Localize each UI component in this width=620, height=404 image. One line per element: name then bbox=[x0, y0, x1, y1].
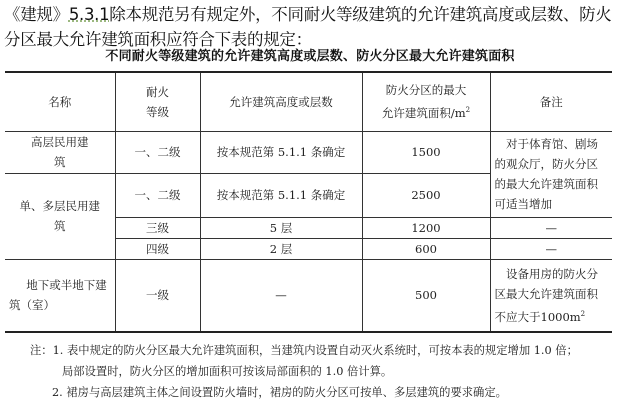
cell-grade: 四级 bbox=[115, 238, 200, 259]
cell-area: 1500 bbox=[362, 131, 490, 173]
table-row bbox=[5, 131, 612, 173]
source-label: 《建规》 bbox=[4, 5, 69, 24]
cell-name: 单、多层民用建筑 bbox=[5, 173, 115, 259]
cell-area: 500 bbox=[362, 259, 490, 332]
cell-height: 5 层 bbox=[200, 217, 362, 238]
header-grade: 耐火 等级 bbox=[115, 72, 200, 131]
cell-area: 1200 bbox=[362, 217, 490, 238]
notes-label: 注： bbox=[30, 344, 53, 357]
cell-height: — bbox=[200, 259, 362, 332]
cell-height: 按本规范第 5.1.1 条确定 bbox=[200, 173, 362, 217]
cell-remark: 对于体育馆、剧场的观众厅，防火分区的最大允许建筑面积可适当增加 bbox=[490, 131, 612, 217]
note-1-continued: 局部设置时，防火分区的增加面积可按该局部面积的 1.0 倍计算。 bbox=[62, 365, 393, 378]
cell-remark: 设备用房的防火分区最大允许建筑面积不应大于$1000m^2$ bbox=[490, 259, 612, 332]
intro-text: 除本规范另有规定外，不同耐火等级建筑的允许建筑高度或层数、防火分区最大允许建筑面积应符合下表的规定： bbox=[4, 5, 612, 49]
table-notes bbox=[30, 340, 578, 403]
cell-remark: — bbox=[490, 217, 612, 238]
cell-grade: 一、二级 bbox=[115, 173, 200, 217]
cell-grade: 一、二级 bbox=[115, 131, 200, 173]
cell-height: 2 层 bbox=[200, 238, 362, 259]
note-1: 1. 表中规定的防火分区最大允许建筑面积，当建筑内设置自动灭火系统时，可按本表的规定增加 1.0 倍； bbox=[52, 344, 578, 357]
cell-remark: — bbox=[490, 238, 612, 259]
cell-area: 600 bbox=[362, 238, 490, 259]
fire-zone-table bbox=[5, 71, 612, 333]
table-caption: 不同耐火等级建筑的允许建筑高度或层数、防火分区最大允许建筑面积 bbox=[105, 49, 515, 64]
header-area: 防火分区的最大 允许建筑面积$/m^2$ bbox=[362, 72, 490, 131]
table-header-row bbox=[5, 72, 612, 131]
note-2: 2. 裙房与高层建筑主体之间设置防火墙时，裙房的防火分区可按单、多层建筑的要求确定。 bbox=[52, 386, 507, 399]
clause-number: 5.3.1 bbox=[68, 5, 110, 24]
cell-area: 2500 bbox=[362, 173, 490, 217]
header-name: 名称 bbox=[5, 72, 115, 131]
cell-height: 按本规范第 5.1.1 条确定 bbox=[200, 131, 362, 173]
cell-grade: 一级 bbox=[115, 259, 200, 332]
cell-name: 高层民用建筑 bbox=[5, 131, 115, 173]
cell-name: 地下或半地下建筑（室） bbox=[5, 259, 115, 332]
table-row bbox=[5, 259, 612, 332]
cell-grade: 三级 bbox=[115, 217, 200, 238]
header-remark: 备注 bbox=[490, 72, 612, 131]
header-height: 允许建筑高度或层数 bbox=[200, 72, 362, 131]
